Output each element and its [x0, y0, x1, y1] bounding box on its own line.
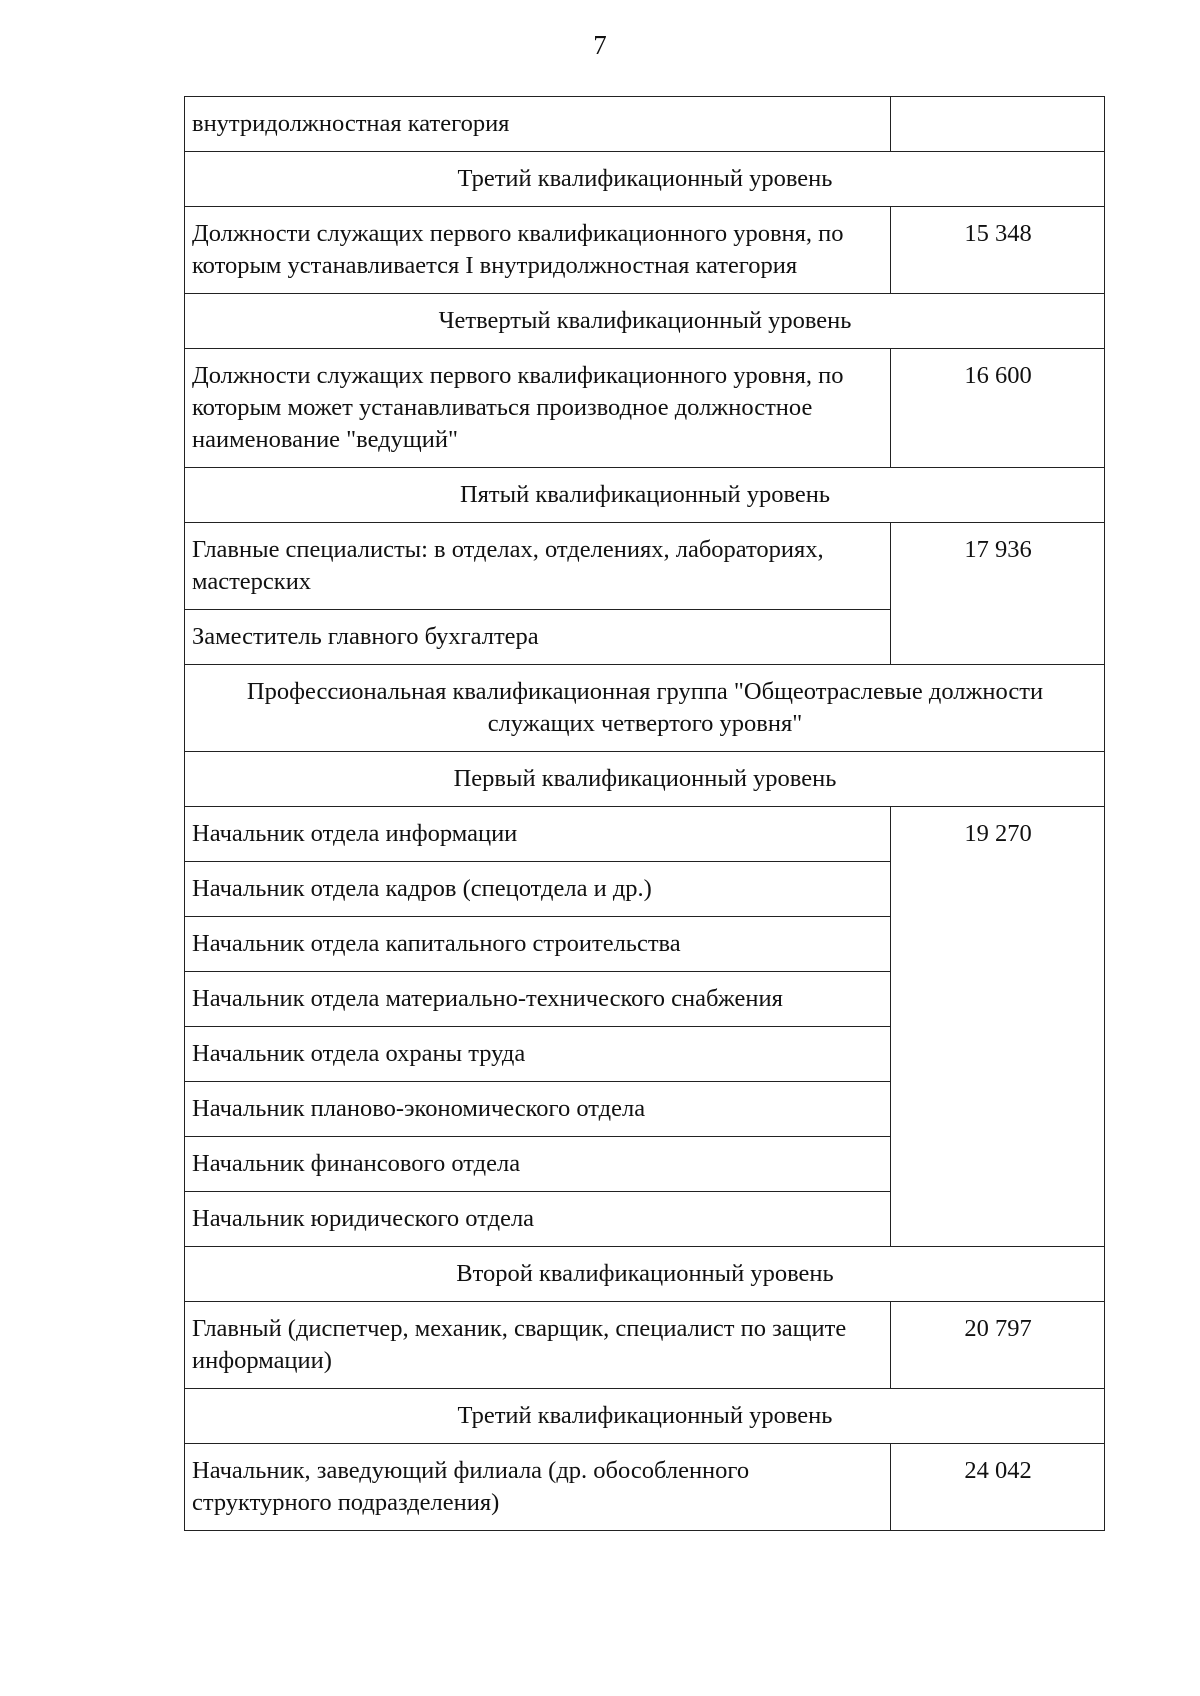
position-cell: Начальник планово-экономического отдела — [185, 1082, 891, 1137]
table-row — [185, 468, 1105, 523]
level-header: Первый квалификационный уровень — [185, 752, 1105, 807]
position-cell: Должности служащих первого квалификационного уровня, по которым может устанавливаться производное должностное наименование "ведущий" — [185, 349, 891, 468]
table-row — [185, 294, 1105, 349]
level-header: Пятый квалификационный уровень — [185, 468, 1105, 523]
table-row — [185, 97, 1105, 152]
position-cell: внутридолжностная категория — [185, 97, 891, 152]
position-cell: Начальник отдела охраны труда — [185, 1027, 891, 1082]
table-row — [185, 349, 1105, 468]
level-header: Третий квалификационный уровень — [185, 1389, 1105, 1444]
level-header: Четвертый квалификационный уровень — [185, 294, 1105, 349]
position-cell: Начальник, заведующий филиала (др. обособленного структурного подразделения) — [185, 1444, 891, 1531]
salary-cell: 15 348 — [891, 207, 1105, 294]
table-row — [185, 1247, 1105, 1302]
salary-cell: 16 600 — [891, 349, 1105, 468]
salary-cell: 17 936 — [891, 523, 1105, 665]
table-row — [185, 752, 1105, 807]
salary-cell: 24 042 — [891, 1444, 1105, 1531]
position-cell: Должности служащих первого квалификационного уровня, по которым устанавливается I внутридолжностная категория — [185, 207, 891, 294]
salary-table — [184, 96, 1105, 1531]
table-row — [185, 1444, 1105, 1531]
position-cell: Начальник юридического отдела — [185, 1192, 891, 1247]
table-row — [185, 152, 1105, 207]
table-row — [185, 1302, 1105, 1389]
table-row — [185, 807, 1105, 862]
table-row — [185, 523, 1105, 610]
position-cell: Начальник финансового отдела — [185, 1137, 891, 1192]
level-header: Второй квалификационный уровень — [185, 1247, 1105, 1302]
group-header: Профессиональная квалификационная группа "Общеотраслевые должности служащих четвертого уровня" — [185, 665, 1105, 752]
table-row — [185, 207, 1105, 294]
table-row — [185, 1389, 1105, 1444]
position-cell: Начальник отдела капитального строительства — [185, 917, 891, 972]
position-cell: Начальник отдела кадров (спецотдела и др.) — [185, 862, 891, 917]
position-cell: Начальник отдела информации — [185, 807, 891, 862]
position-cell: Главный (диспетчер, механик, сварщик, специалист по защите информации) — [185, 1302, 891, 1389]
salary-cell: 20 797 — [891, 1302, 1105, 1389]
salary-cell — [891, 97, 1105, 152]
salary-cell: 19 270 — [891, 807, 1105, 1247]
level-header: Третий квалификационный уровень — [185, 152, 1105, 207]
position-cell: Начальник отдела материально-технического снабжения — [185, 972, 891, 1027]
page-number: 7 — [593, 30, 607, 60]
position-cell: Заместитель главного бухгалтера — [185, 610, 891, 665]
position-cell: Главные специалисты: в отделах, отделениях, лабораториях, мастерских — [185, 523, 891, 610]
table-row — [185, 665, 1105, 752]
